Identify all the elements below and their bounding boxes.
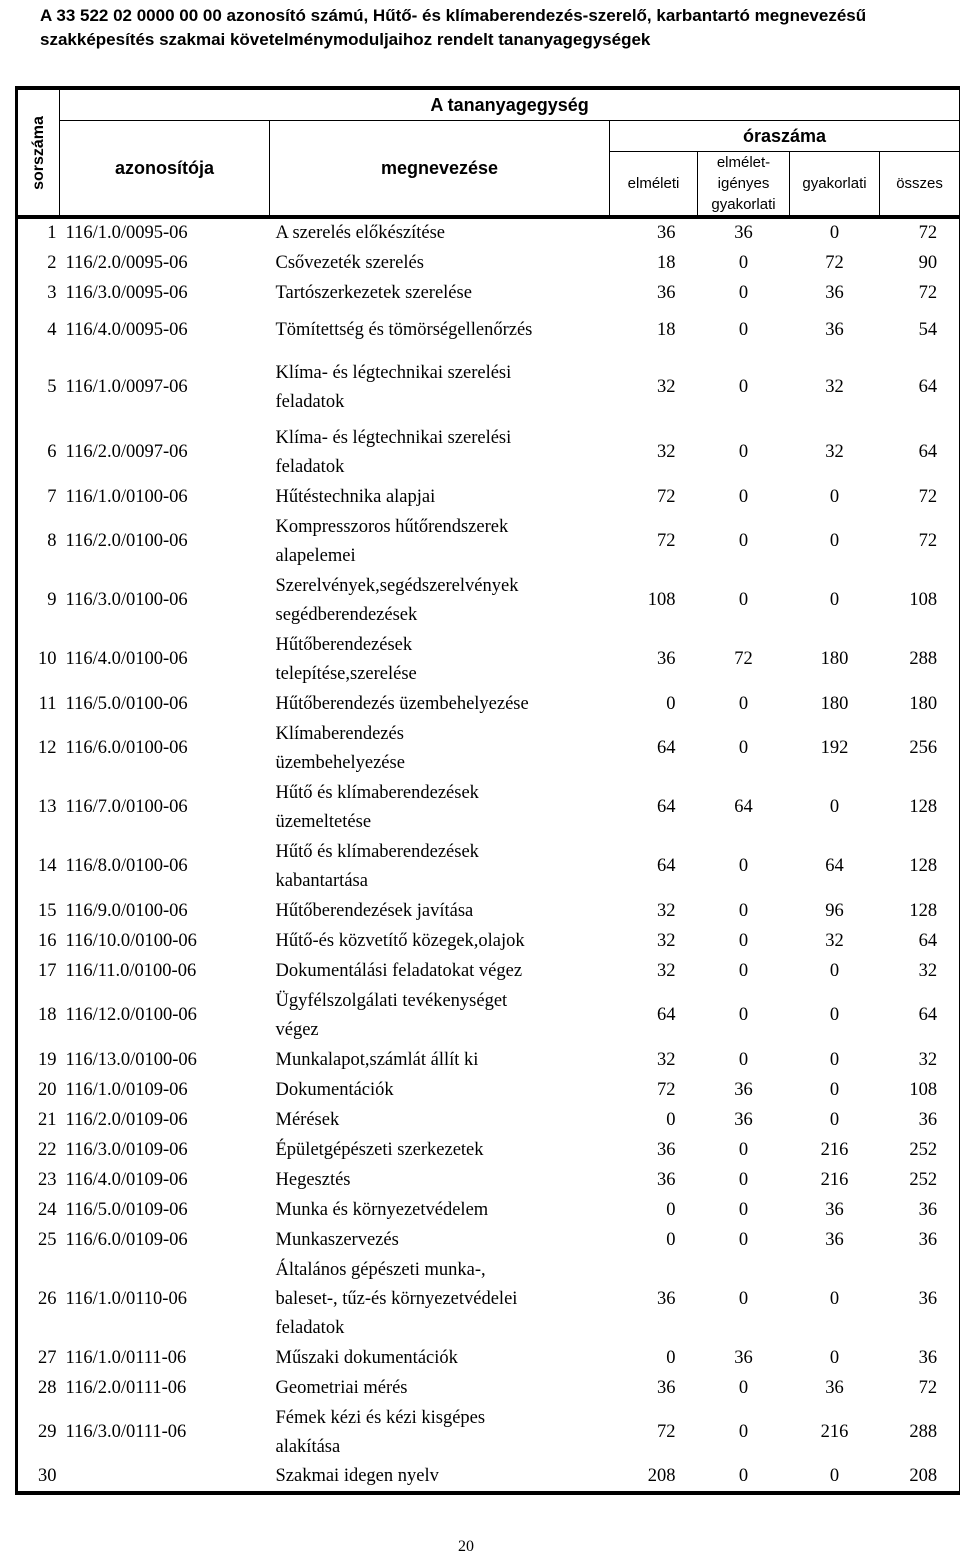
- row-name-line: Hűtő és klímaberendezések: [275, 841, 479, 862]
- row-id: 116/9.0/0100-06: [65, 900, 188, 921]
- row-id: 116/4.0/0100-06: [65, 649, 188, 669]
- row-elmeleti: 36: [657, 1288, 676, 1309]
- row-name-line: üzemeltetése: [275, 811, 372, 832]
- row-gyakorlati: 0: [829, 1079, 840, 1100]
- row-elmeleti: 64: [657, 1005, 676, 1025]
- row-name-line: A szerelés előkészítése: [275, 223, 446, 243]
- row-name-line: Geometriai mérés: [275, 1377, 408, 1398]
- table-row: [17, 512, 960, 571]
- table-row: [17, 1225, 960, 1255]
- row-id: 116/3.0/0111-06: [65, 1422, 187, 1442]
- row-elmeleti: 36: [657, 282, 676, 303]
- row-name: [270, 482, 610, 512]
- row-number: 25: [17, 1225, 60, 1255]
- table-row: [17, 719, 960, 778]
- row-elmelet-igenyes: 36: [734, 1109, 753, 1130]
- row-name-line: Hűtéstechnika alapjai: [275, 486, 436, 507]
- row-gyakorlati: 96: [825, 900, 844, 921]
- row-name-line: Épületgépészeti szerkezetek: [275, 1139, 484, 1160]
- row-name-line: Tartószerkezetek szerelése: [275, 282, 472, 303]
- row-gyakorlati: 36: [825, 1199, 844, 1220]
- row-elmelet-igenyes: 72: [734, 649, 753, 669]
- row-name-line: Szerelvények,segédszerelvények: [275, 575, 519, 596]
- row-elmeleti: 32: [657, 1049, 676, 1070]
- row-osszes: 32: [880, 956, 960, 986]
- row-osszes: 36: [880, 1105, 960, 1135]
- row-number: 5: [17, 352, 60, 423]
- row-elmeleti: 64: [657, 738, 676, 758]
- row-gyakorlati: 216: [820, 1139, 849, 1160]
- row-number: 4: [17, 308, 60, 352]
- row-gyakorlati: 216: [820, 1169, 849, 1190]
- row-gyakorlati: 36: [825, 319, 844, 340]
- row-name-line: Csővezeték szerelés: [275, 252, 424, 273]
- row-id: 116/1.0/0110-06: [65, 1288, 187, 1309]
- row-id: 116/5.0/0109-06: [65, 1199, 188, 1220]
- table-row: [17, 1045, 960, 1075]
- row-elmelet-igenyes: 0: [738, 590, 749, 610]
- row-id: 116/1.0/0097-06: [65, 377, 188, 397]
- row-gyakorlati: 0: [829, 1288, 840, 1309]
- row-elmelet-igenyes: 36: [734, 1079, 753, 1100]
- row-name-line: segédberendezések: [275, 604, 418, 625]
- row-elmeleti: 0: [666, 1347, 676, 1368]
- table-row: [17, 1462, 960, 1493]
- row-name-line: Munkalapot,számlát állít ki: [275, 1049, 479, 1070]
- row-gyakorlati: 0: [829, 486, 840, 507]
- row-gyakorlati: 36: [825, 1229, 844, 1250]
- row-name: [270, 719, 610, 778]
- row-osszes: 128: [880, 778, 960, 837]
- row-number: 20: [17, 1075, 60, 1105]
- row-name: [270, 1105, 610, 1135]
- row-name: [270, 1195, 610, 1225]
- row-name-line: Munka és környezetvédelem: [275, 1199, 489, 1220]
- row-name-line: Fémek kézi és kézi kisgépes: [275, 1407, 486, 1428]
- header-gyakorlati: gyakorlati: [790, 152, 880, 218]
- table-row: [17, 571, 960, 630]
- row-elmelet-igenyes: 0: [738, 738, 749, 758]
- header-azonositoja: azonosítója: [60, 121, 270, 218]
- row-elmeleti: 0: [666, 1109, 676, 1130]
- row-number: 2: [17, 248, 60, 278]
- row-gyakorlati: 0: [829, 1049, 840, 1070]
- row-name-line: Ügyfélszolgálati tevékenységet: [275, 990, 508, 1011]
- row-id: 116/2.0/0109-06: [65, 1109, 188, 1130]
- row-osszes: 36: [880, 1195, 960, 1225]
- row-elmeleti: 32: [657, 442, 676, 462]
- row-gyakorlati: 72: [825, 252, 844, 273]
- row-id: 116/11.0/0100-06: [65, 960, 197, 981]
- row-id: 116/2.0/0097-06: [65, 442, 188, 462]
- table-row: [17, 482, 960, 512]
- table-row: [17, 1075, 960, 1105]
- header-tananyagegyseg: A tananyagegység: [60, 88, 960, 121]
- row-name-line: Hűtőberendezés üzembehelyezése: [275, 693, 529, 714]
- row-elmeleti: 36: [657, 1169, 676, 1190]
- row-elmeleti: 36: [657, 649, 676, 669]
- row-gyakorlati: 192: [820, 738, 849, 758]
- page-number: 20: [458, 1538, 474, 1555]
- row-name-line: Mérések: [275, 1109, 340, 1130]
- table-body: [17, 217, 960, 1493]
- row-id: 116/8.0/0100-06: [65, 856, 188, 876]
- row-number: 22: [17, 1135, 60, 1165]
- row-gyakorlati: 0: [829, 1347, 840, 1368]
- row-number: 15: [17, 896, 60, 926]
- row-number: 12: [17, 719, 60, 778]
- row-gyakorlati: 36: [825, 1377, 844, 1398]
- row-gyakorlati: 0: [829, 223, 840, 243]
- row-name: [270, 1343, 610, 1373]
- row-name-line: Általános gépészeti munka-,: [275, 1259, 486, 1280]
- row-name: [270, 1255, 610, 1343]
- row-elmelet-igenyes: 0: [738, 1049, 749, 1070]
- row-name-line: baleset-, tűz-és környezetvédelei: [275, 1288, 518, 1309]
- table-row: [17, 778, 960, 837]
- row-id: 116/4.0/0109-06: [65, 1169, 188, 1190]
- row-number: 16: [17, 926, 60, 956]
- table-header: [17, 88, 960, 217]
- row-number: 23: [17, 1165, 60, 1195]
- row-osszes: 128: [880, 896, 960, 926]
- row-number: 9: [17, 571, 60, 630]
- row-elmeleti: 0: [666, 693, 676, 714]
- row-name: [270, 352, 610, 423]
- row-gyakorlati: 0: [829, 1005, 840, 1025]
- row-name: [270, 248, 610, 278]
- row-name-line: Hegesztés: [275, 1169, 351, 1190]
- row-name: [270, 512, 610, 571]
- row-osszes: 252: [880, 1135, 960, 1165]
- row-id: 116/2.0/0095-06: [65, 252, 188, 273]
- row-id: [60, 1462, 270, 1493]
- table-row: [17, 956, 960, 986]
- row-name: [270, 689, 610, 719]
- row-elmelet-igenyes: 0: [738, 1169, 749, 1190]
- row-elmeleti: 36: [657, 1377, 676, 1398]
- row-elmeleti: 18: [657, 319, 676, 340]
- row-osszes: 72: [880, 278, 960, 308]
- row-elmelet-igenyes: 64: [734, 797, 753, 817]
- row-elmelet-igenyes: 0: [738, 930, 749, 951]
- row-gyakorlati: 0: [829, 590, 840, 610]
- table-row: [17, 1373, 960, 1403]
- row-elmeleti: 108: [647, 590, 676, 610]
- row-name: [270, 423, 610, 482]
- row-elmelet-igenyes: 0: [738, 377, 749, 397]
- row-osszes: 180: [880, 689, 960, 719]
- row-name-line: Hűtőberendezések javítása: [275, 900, 474, 921]
- row-osszes: 36: [880, 1343, 960, 1373]
- row-elmelet-igenyes: 0: [738, 900, 749, 921]
- row-name-line: Dokumentálási feladatokat végez: [275, 960, 523, 981]
- row-name-line: Kompresszoros hűtőrendszerek: [275, 516, 509, 537]
- row-gyakorlati: 0: [829, 797, 840, 817]
- header-oraszama: óraszáma: [610, 121, 960, 152]
- row-osszes: 288: [880, 1403, 960, 1462]
- row-elmeleti: 0: [666, 1199, 676, 1220]
- row-name: [270, 778, 610, 837]
- row-name-line: Klímaberendezés: [275, 723, 404, 744]
- table-row: [17, 630, 960, 689]
- table-row: [17, 278, 960, 308]
- row-id: 116/4.0/0095-06: [65, 319, 188, 340]
- row-osszes: 64: [880, 986, 960, 1045]
- table-row: [17, 217, 960, 248]
- row-elmelet-igenyes: 0: [698, 1462, 790, 1493]
- row-id: 116/6.0/0100-06: [65, 738, 188, 758]
- row-osszes: 36: [880, 1255, 960, 1343]
- row-osszes: 108: [880, 1075, 960, 1105]
- row-elmelet-igenyes: 0: [738, 1005, 749, 1025]
- row-osszes: 72: [880, 482, 960, 512]
- row-gyakorlati: 32: [825, 377, 844, 397]
- table-row: [17, 1343, 960, 1373]
- row-name: [270, 1225, 610, 1255]
- row-elmelet-igenyes: 0: [738, 960, 749, 981]
- row-name: [270, 956, 610, 986]
- row-number: 30: [17, 1462, 60, 1493]
- table-row: [17, 308, 960, 352]
- row-name-line: feladatok: [275, 456, 345, 477]
- row-number: 18: [17, 986, 60, 1045]
- row-elmeleti: 64: [657, 856, 676, 876]
- row-elmelet-igenyes: 0: [738, 282, 749, 303]
- row-gyakorlati: 32: [825, 442, 844, 462]
- row-id: 116/12.0/0100-06: [65, 1005, 197, 1025]
- row-osszes: 252: [880, 1165, 960, 1195]
- table-row: [17, 1403, 960, 1462]
- header-elmeleti: elméleti: [610, 152, 698, 218]
- row-gyakorlati: 36: [825, 282, 844, 303]
- row-number: 27: [17, 1343, 60, 1373]
- row-number: 1: [17, 217, 60, 248]
- row-id: 116/1.0/0095-06: [65, 223, 188, 243]
- row-elmelet-igenyes: 0: [738, 486, 749, 507]
- row-elmeleti: 32: [657, 377, 676, 397]
- row-number: 10: [17, 630, 60, 689]
- row-elmeleti: 208: [610, 1462, 698, 1493]
- row-id: 116/1.0/0109-06: [65, 1079, 188, 1100]
- header-osszes: összes: [880, 152, 960, 218]
- row-elmelet-igenyes: 0: [738, 1422, 749, 1442]
- row-name: [270, 571, 610, 630]
- row-name-line: alakítása: [275, 1436, 341, 1457]
- row-id: 116/3.0/0100-06: [65, 590, 188, 610]
- row-osszes: 288: [880, 630, 960, 689]
- row-elmeleti: 72: [657, 1079, 676, 1100]
- row-name: [270, 1135, 610, 1165]
- row-name-line: Dokumentációk: [275, 1079, 394, 1100]
- row-osszes: 90: [880, 248, 960, 278]
- row-gyakorlati: 216: [820, 1422, 849, 1442]
- row-name-line: Klíma- és légtechnikai szerelési: [275, 362, 512, 383]
- table-row: [17, 1165, 960, 1195]
- row-elmelet-igenyes: 0: [738, 442, 749, 462]
- document-title: A 33 522 02 0000 00 00 azonosító számú, Hűtő- és klímaberendezés-szerelő, karbantartó megnevezésű szakképesítés szakmai követelménymoduljaihoz rendelt tananyagegységek: [40, 6, 867, 49]
- row-name-line: Hűtő-és közvetítő közegek,olajok: [275, 930, 525, 951]
- row-gyakorlati: 0: [829, 960, 840, 981]
- row-name-line: feladatok: [275, 1317, 345, 1338]
- table-row: [17, 926, 960, 956]
- row-name: [270, 278, 610, 308]
- row-number: 6: [17, 423, 60, 482]
- row-osszes: 64: [880, 926, 960, 956]
- row-osszes: 64: [880, 423, 960, 482]
- table-row: [17, 986, 960, 1045]
- row-name: [270, 896, 610, 926]
- row-name-line: kabantartása: [275, 870, 368, 891]
- table-row: [17, 1195, 960, 1225]
- table-row: [17, 1255, 960, 1343]
- row-elmeleti: 64: [657, 797, 676, 817]
- row-id: 116/7.0/0100-06: [65, 797, 188, 817]
- row-id: 116/1.0/0111-06: [65, 1347, 187, 1368]
- row-name: [270, 1462, 610, 1493]
- row-number: 21: [17, 1105, 60, 1135]
- row-number: 17: [17, 956, 60, 986]
- row-elmeleti: 72: [657, 486, 676, 507]
- row-number: 11: [17, 689, 60, 719]
- table-row: [17, 1135, 960, 1165]
- row-osszes: 108: [880, 571, 960, 630]
- row-number: 24: [17, 1195, 60, 1225]
- row-id: 116/5.0/0100-06: [65, 693, 188, 714]
- row-elmelet-igenyes: 0: [738, 693, 749, 714]
- row-elmelet-igenyes: 0: [738, 319, 749, 340]
- row-name-line: üzembehelyezése: [275, 752, 405, 773]
- row-name-line: Hűtő és klímaberendezések: [275, 782, 479, 803]
- row-elmeleti: 32: [657, 960, 676, 981]
- row-number: 19: [17, 1045, 60, 1075]
- row-id: 116/3.0/0095-06: [65, 282, 188, 303]
- row-elmelet-igenyes: 0: [738, 531, 749, 551]
- header-megnevezese: megnevezése: [270, 121, 610, 218]
- row-name: [270, 1373, 610, 1403]
- row-number: 28: [17, 1373, 60, 1403]
- row-elmelet-igenyes: 0: [738, 1377, 749, 1398]
- row-elmelet-igenyes: 36: [734, 1347, 753, 1368]
- row-elmeleti: 0: [666, 1229, 676, 1250]
- row-elmeleti: 36: [657, 223, 676, 243]
- row-elmelet-igenyes: 0: [738, 1229, 749, 1250]
- row-name-line: feladatok: [275, 391, 345, 412]
- row-id: 116/2.0/0100-06: [65, 531, 188, 551]
- row-elmeleti: 18: [657, 252, 676, 273]
- row-number: 26: [17, 1255, 60, 1343]
- row-osszes: 72: [880, 1373, 960, 1403]
- row-name: [270, 926, 610, 956]
- row-elmeleti: 32: [657, 930, 676, 951]
- row-osszes: 36: [880, 1225, 960, 1255]
- row-number: 14: [17, 837, 60, 896]
- row-name-line: telepítése,szerelése: [275, 663, 417, 684]
- row-gyakorlati: 64: [825, 856, 844, 876]
- row-name: [270, 630, 610, 689]
- row-number: 29: [17, 1403, 60, 1462]
- row-name-line: alapelemei: [275, 545, 356, 566]
- row-id: 116/10.0/0100-06: [65, 930, 197, 951]
- table-row: [17, 896, 960, 926]
- table-row: [17, 837, 960, 896]
- row-elmelet-igenyes: 0: [738, 1288, 749, 1309]
- row-id: 116/13.0/0100-06: [65, 1049, 197, 1070]
- row-osszes: 72: [880, 512, 960, 571]
- row-id: 116/3.0/0109-06: [65, 1139, 188, 1160]
- row-name: [270, 1165, 610, 1195]
- row-gyakorlati: 180: [820, 693, 849, 714]
- row-gyakorlati: 180: [820, 649, 849, 669]
- table-row: [17, 1105, 960, 1135]
- table-row: [17, 689, 960, 719]
- row-osszes: 54: [880, 308, 960, 352]
- row-gyakorlati: 0: [790, 1462, 880, 1493]
- row-osszes: 256: [880, 719, 960, 778]
- row-name: [270, 308, 610, 352]
- row-osszes: 208: [880, 1462, 960, 1493]
- table-row: [17, 352, 960, 423]
- curriculum-table: [15, 86, 960, 1495]
- row-name-line: Szakmai idegen nyelv: [275, 1466, 439, 1486]
- row-elmeleti: 36: [657, 1139, 676, 1160]
- row-elmelet-igenyes: 0: [738, 856, 749, 876]
- row-elmelet-igenyes: 0: [738, 252, 749, 273]
- row-elmeleti: 72: [657, 531, 676, 551]
- row-name-line: Hűtőberendezések: [275, 634, 413, 655]
- row-osszes: 64: [880, 352, 960, 423]
- row-id: 116/1.0/0100-06: [65, 486, 188, 507]
- table-row: [17, 248, 960, 278]
- row-number: 7: [17, 482, 60, 512]
- row-name: [270, 1045, 610, 1075]
- row-name: [270, 1403, 610, 1462]
- row-number: 8: [17, 512, 60, 571]
- row-osszes: 32: [880, 1045, 960, 1075]
- row-gyakorlati: 0: [829, 531, 840, 551]
- row-osszes: 72: [880, 217, 960, 248]
- row-elmelet-igenyes: 36: [734, 223, 753, 243]
- row-number: 3: [17, 278, 60, 308]
- row-osszes: 128: [880, 837, 960, 896]
- row-name-line: Műszaki dokumentációk: [275, 1347, 458, 1368]
- row-name: [270, 986, 610, 1045]
- row-name: [270, 217, 610, 248]
- row-name: [270, 837, 610, 896]
- row-name-line: Munkaszervezés: [275, 1229, 399, 1250]
- row-name-line: Tömítettség és tömörségellenőrzés: [275, 319, 533, 340]
- row-name: [270, 1075, 610, 1105]
- row-elmeleti: 32: [657, 900, 676, 921]
- row-gyakorlati: 32: [825, 930, 844, 951]
- row-gyakorlati: 0: [829, 1109, 840, 1130]
- row-elmelet-igenyes: 0: [738, 1199, 749, 1220]
- row-id: 116/6.0/0109-06: [65, 1229, 188, 1250]
- row-name-line: végez: [275, 1019, 319, 1040]
- row-elmeleti: 72: [657, 1422, 676, 1442]
- row-number: 13: [17, 778, 60, 837]
- table-row: [17, 423, 960, 482]
- row-id: 116/2.0/0111-06: [65, 1377, 187, 1398]
- header-elmelet-igenyes-gyakorlati: elmélet- igényes gyakorlati: [698, 152, 790, 218]
- header-sorszama: sorszáma: [17, 88, 60, 217]
- row-elmelet-igenyes: 0: [738, 1139, 749, 1160]
- row-name-line: Klíma- és légtechnikai szerelési: [275, 427, 512, 448]
